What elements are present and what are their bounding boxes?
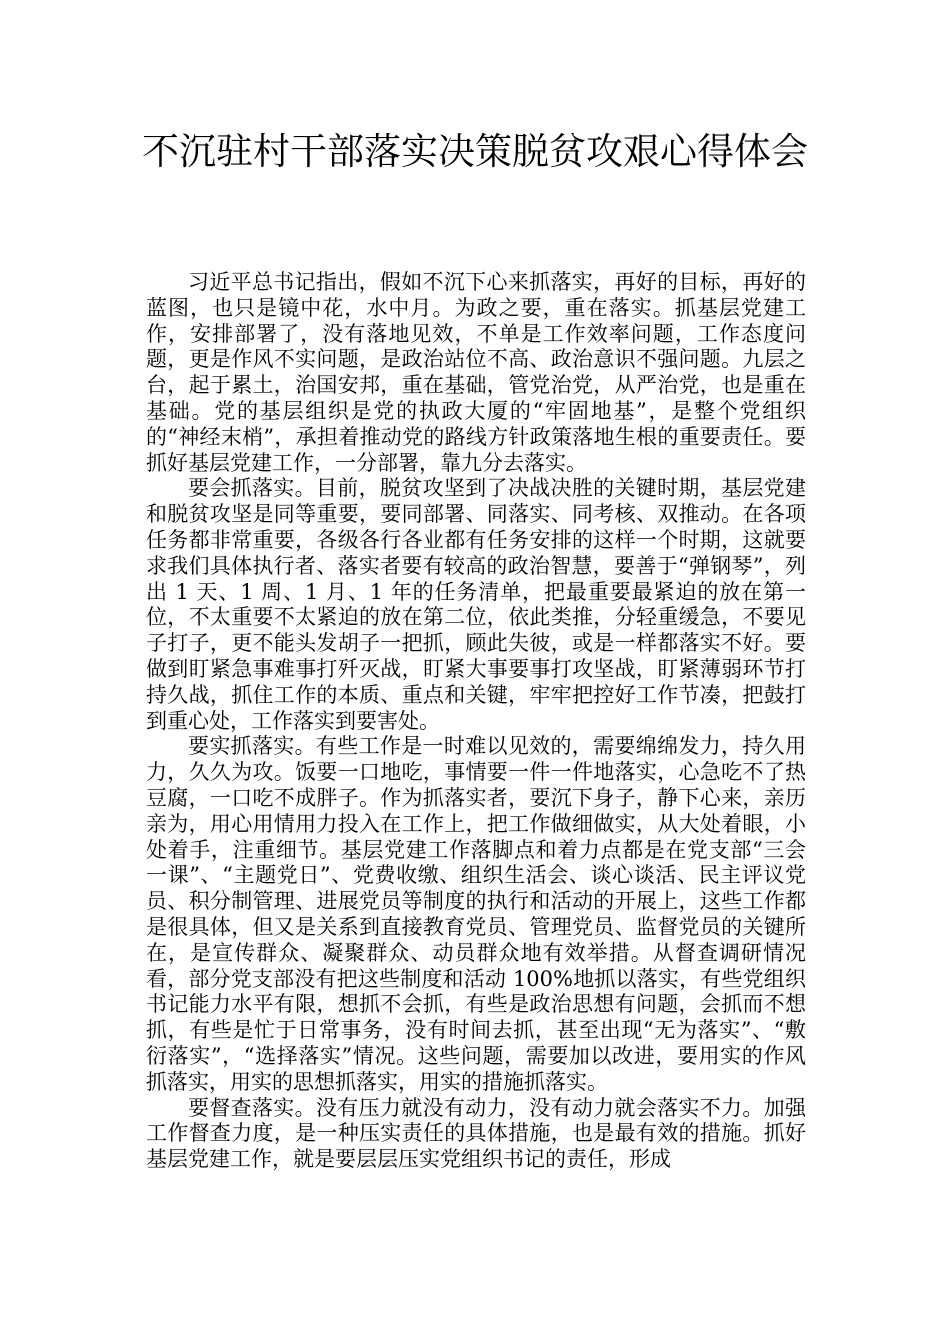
document-body [146,270,806,1173]
paragraph: 要实抓落实。有些工作是一时难以见效的，需要绵绵发力，持久用力，久久为攻。饭要一口地吃，事情要一件一件地落实，心急吃不了热豆腐，一口吃不成胖子。作为抓落实者，要沉下身子，静下心来，亲历亲为，用心用情用力投入在工作上，把工作做细做实，从大处着眼，小处着手，注重细节。基层党建工作落脚点和着力点都是在党支部“三会一课”、“主题党日”、党费收缴、组织生活会、谈心谈活、民主评议党员、积分制管理、进展党员等制度的执行和活动的开展上，这些工作都是很具体，但又是关系到直接教育党员、管理党员、监督党员的关键所在，是宣传群众、凝聚群众、动员群众地有效举措。从督查调研情况看，部分党支部没有把这些制度和活动 100%地抓以落实，有些党组织书记能力水平有限，想抓不会抓，有些是政治思想有问题，会抓而不想抓，有些是忙于日常事务，没有时间去抓，甚至出现“无为落实”、“敷衍落实”，“选择落实”情况。这些问题，需要加以改进，要用实的作风抓落实，用实的思想抓落实，用实的措施抓落实。 [146,734,806,1094]
paragraph: 要督查落实。没有压力就没有动力，没有动力就会落实不力。加强工作督查力度，是一种压实责任的具体措施，也是最有效的措施。抓好基层党建工作，就是要层层压实党组织书记的责任，形成 [146,1095,806,1172]
paragraph: 习近平总书记指出，假如不沉下心来抓落实，再好的目标，再好的蓝图，也只是镜中花，水中月。为政之要，重在落实。抓基层党建工作，安排部署了，没有落地见效，不单是工作效率问题，工作态度问题，更是作风不实问题，是政治站位不高、政治意识不强问题。九层之台，起于累土，治国安邦，重在基础，管党治党，从严治党，也是重在基础。党的基层组织是党的执政大厦的“牢固地基”，是整个党组织的“神经末梢”，承担着推动党的路线方针政策落地生根的重要责任。要抓好基层党建工作，一分部署，靠九分去落实。 [146,270,806,475]
document-title: 不沉驻村干部落实决策脱贫攻艰心得体会 [142,130,808,173]
paragraph: 要会抓落实。目前，脱贫攻坚到了决战决胜的关键时期，基层党建和脱贫攻坚是同等重要，要同部署、同落实、同考核、双推动。在各项任务都非常重要，各级各行各业都有任务安排的这样一个时期，这就要求我们具体执行者、落实者要有较高的政治智慧，要善于“弹钢琴”，列出 1 天、1 周、1 月、1 年的任务清单，把最重要最紧迫的放在第一位，不太重要不太紧迫的放在第二位，依此类推，分轻重缓急，不要见子打子，更不能头发胡子一把抓，顾此失彼，或是一样都落实不好。要做到盯紧急事难事打歼灭战，盯紧大事要事打攻坚战，盯紧薄弱环节打持久战，抓住工作的本质、重点和关键，牢牢把控好工作节凑，把鼓打到重心处，工作落实到要害处。 [146,476,806,733]
